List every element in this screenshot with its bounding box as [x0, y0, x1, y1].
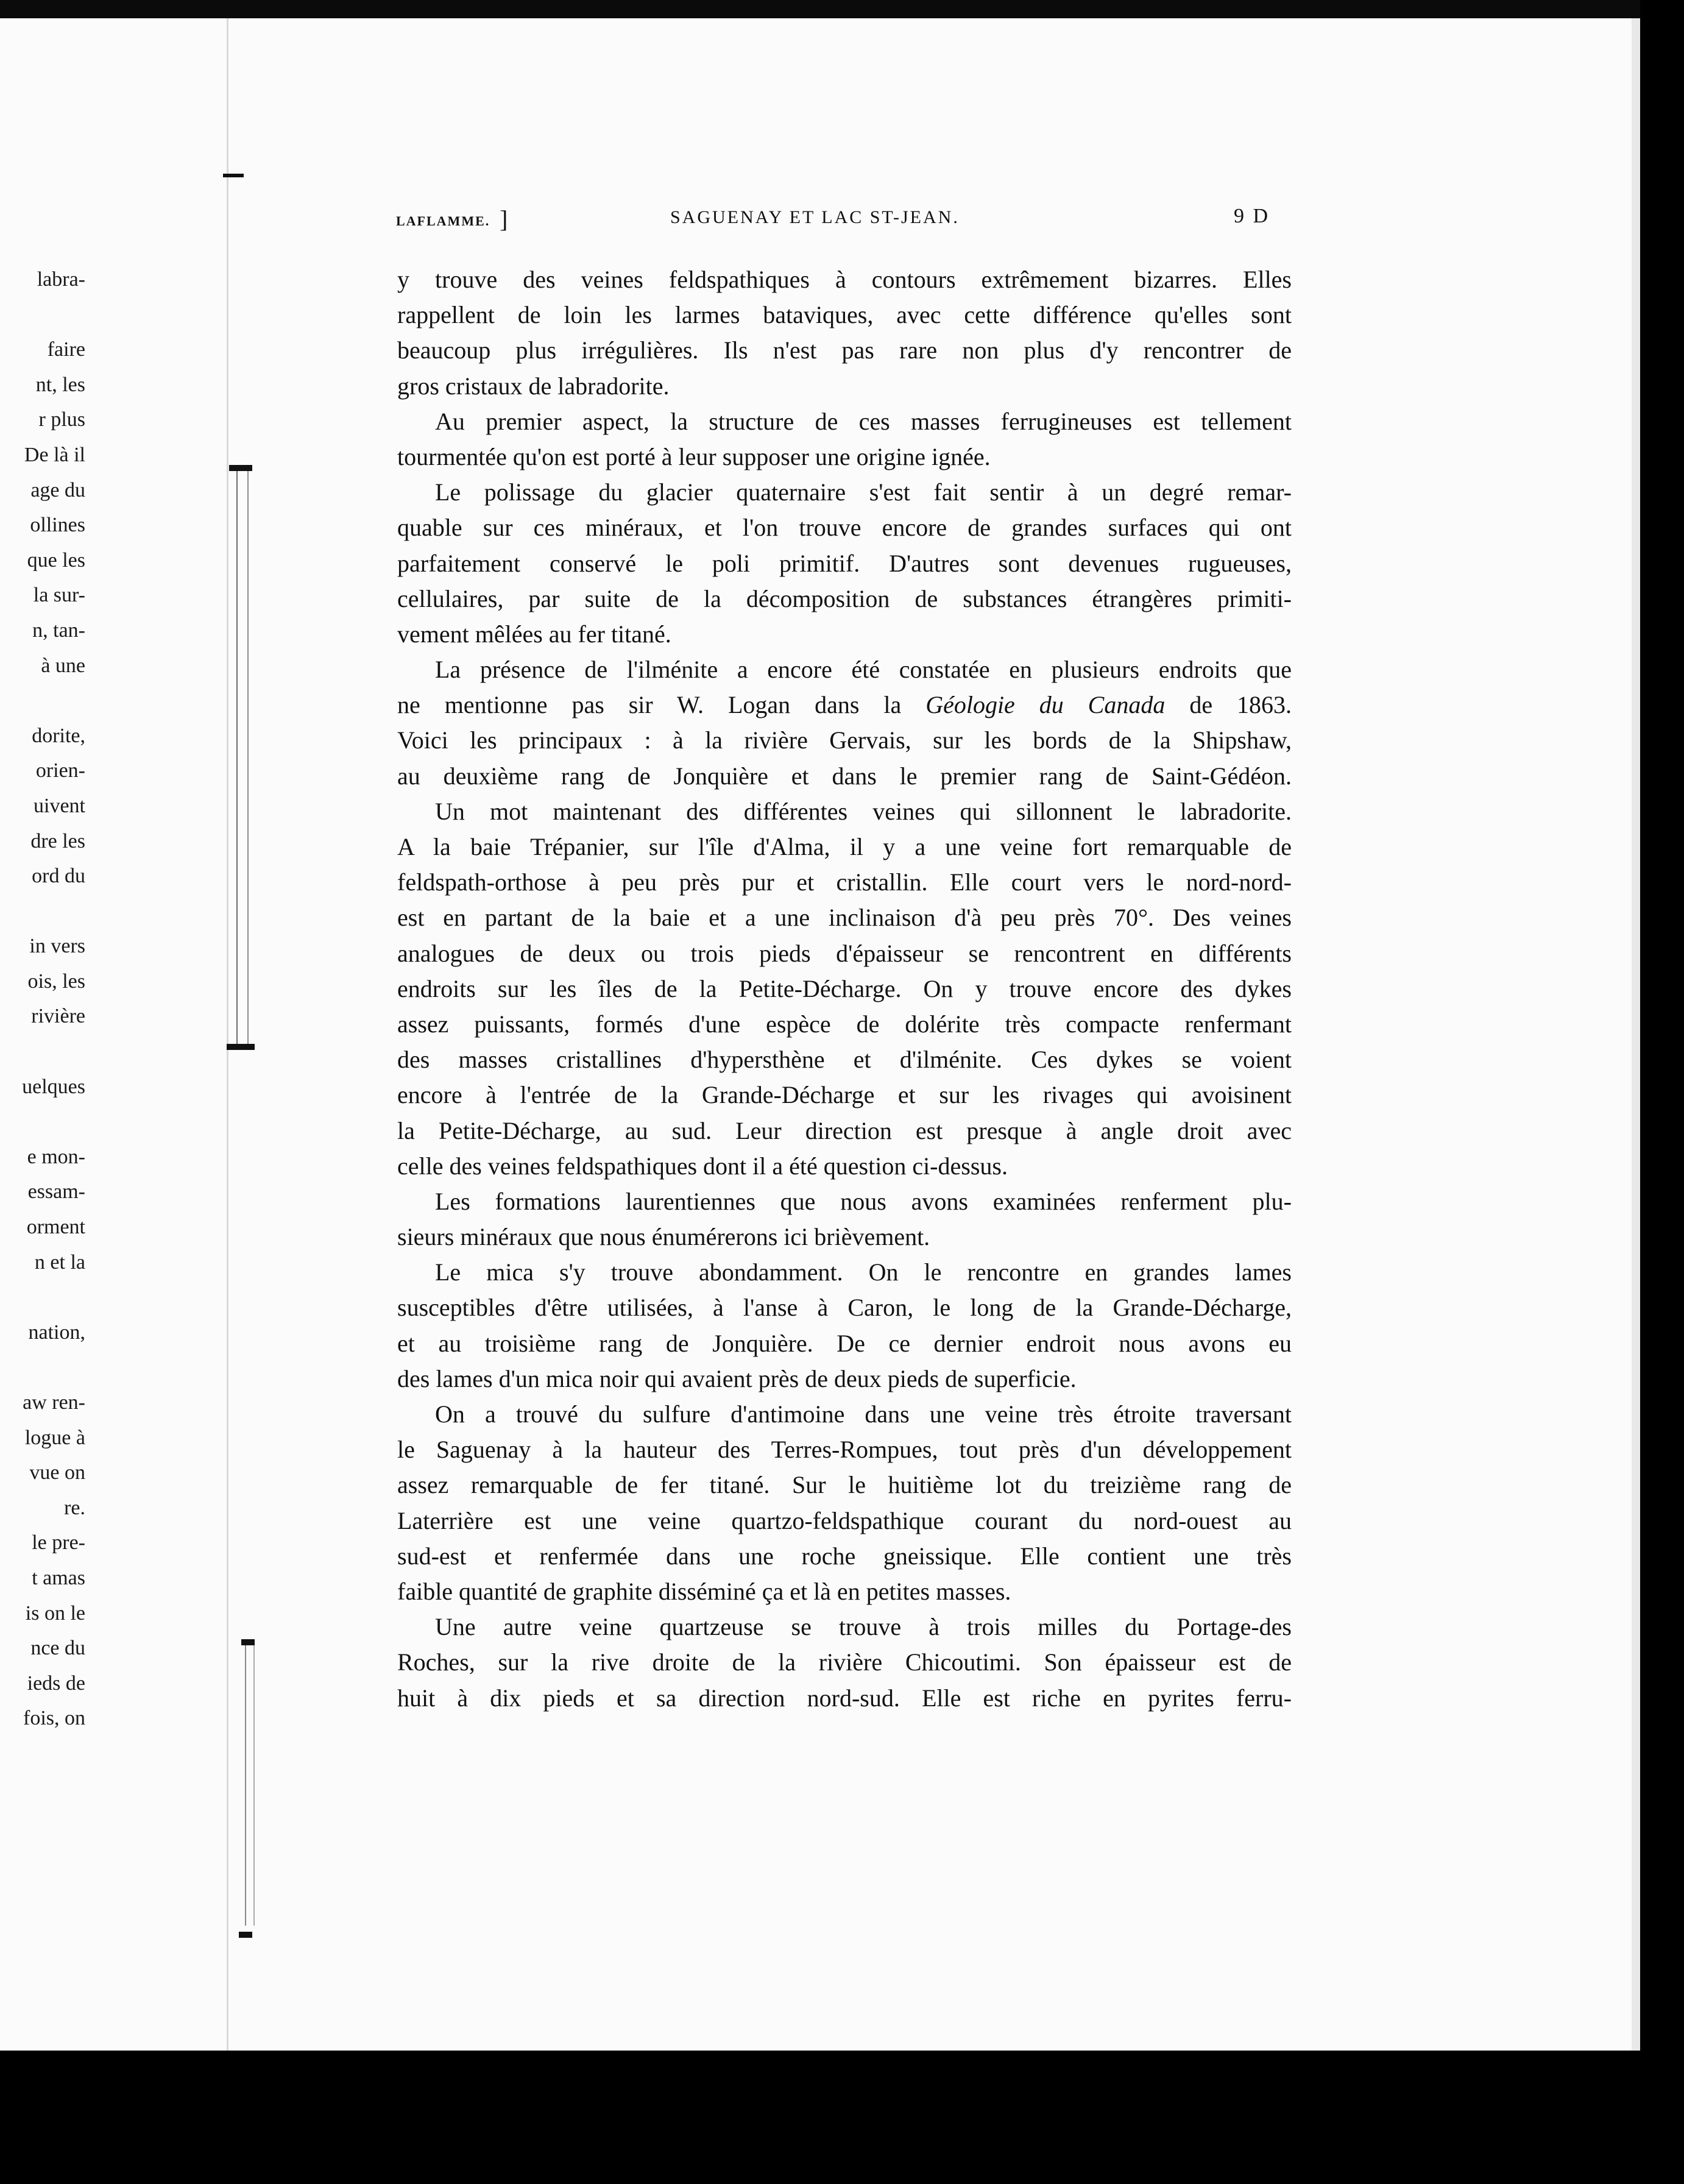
text-line [397, 1432, 1292, 1467]
text-line-content: rappellent de loin les larmes bataviques, avec cette différence qu'elles sont [397, 301, 1292, 329]
left-page-fragment: re. [64, 1496, 85, 1519]
left-page-fragment: n et la [34, 1250, 85, 1274]
left-page-fragment [0, 894, 85, 929]
text-line [397, 1574, 1292, 1609]
text-line-content: gros cristaux de labradorite. [397, 372, 670, 400]
text-line-content: susceptibles d'être utilisées, à l'anse à Caron, le long de la Grande-Décharge, [397, 1294, 1292, 1322]
left-page-fragment: faire [47, 338, 85, 361]
left-page-fragment: r plus [38, 408, 85, 431]
left-page-fragment: dorite, [32, 724, 85, 747]
scan-border-right [1640, 0, 1684, 2184]
binding-mark [241, 1639, 255, 1645]
text-line [397, 900, 1292, 935]
text-line [397, 829, 1292, 865]
binding-mark [227, 1044, 255, 1050]
page-fold-line [227, 18, 228, 2051]
left-page-fragment: aw ren- [23, 1391, 85, 1414]
left-page-fragment: e mon- [27, 1145, 85, 1168]
text-line-content: et au troisième rang de Jonquière. De ce dernier endroit nous avons eu [397, 1329, 1292, 1357]
left-page-fragments [0, 262, 85, 1736]
text-line [397, 1113, 1292, 1149]
text-line [397, 475, 1292, 510]
header-title: SAGUENAY ET LAC ST-JEAN. [670, 207, 960, 227]
text-line-content: vement mêlées au fer titané. [397, 620, 671, 648]
text-line-content: ne mentionne pas sir W. Logan dans la [397, 691, 902, 719]
text-line [397, 759, 1292, 794]
text-line-content: Le polissage du glacier quaternaire s'est fait sentir à un degré remar- [435, 478, 1292, 506]
page-number: 9 D [1234, 205, 1270, 227]
text-line-content: y trouve des veines feldspathiques à contours extrêmement bizarres. Elles [397, 266, 1292, 293]
left-page-fragment: nt, les [35, 373, 85, 396]
text-line [397, 1645, 1292, 1680]
text-line [397, 581, 1292, 617]
left-page-fragment: nce du [30, 1637, 85, 1660]
text-line-content: parfaitement conservé le poli primitif. D'autres sont devenues rugueuses, [397, 549, 1292, 577]
left-page-fragment: is on le [25, 1601, 85, 1625]
left-page-fragment: orment [26, 1216, 85, 1239]
left-page-fragment: logue à [24, 1426, 85, 1449]
text-line-content: encore à l'entrée de la Grande-Décharge et sur les rivages qui avoisinent [397, 1081, 1292, 1109]
left-page-fragment: in vers [29, 935, 85, 958]
text-line-content: On a trouvé du sulfure d'antimoine dans une veine très étroite traversant [435, 1400, 1292, 1428]
binding-mark [229, 465, 252, 471]
text-line-content: au deuxième rang de Jonquière et dans le premier rang de Saint-Gédéon. [397, 762, 1292, 790]
text-line-content: cellulaires, par suite de la décomposition de substances étrangères primiti- [397, 584, 1292, 612]
left-page-fragment [0, 1034, 85, 1069]
left-page-fragment: vue on [29, 1461, 85, 1484]
binding-mark [239, 1932, 252, 1938]
text-line-content: huit à dix pieds et sa direction nord-sud. Elle est riche en pyrites ferru- [397, 1684, 1292, 1712]
text-line-content: sud-est et renfermée dans une roche gneissique. Elle contient une très [397, 1542, 1292, 1570]
left-page-fragment: fois, on [23, 1707, 85, 1730]
text-line-content: tourmentée qu'on est porté à leur supposer une origine ignée. [397, 442, 991, 470]
left-page-fragment: labra- [37, 268, 85, 291]
text-line [397, 1609, 1292, 1645]
text-line [397, 546, 1292, 581]
left-page-fragment: n, tan- [32, 619, 85, 642]
text-line [397, 262, 1292, 297]
text-line-content: Une autre veine quartzeuse se trouve à trois milles du Portage-des [435, 1613, 1292, 1641]
text-line-content: La présence de l'ilménite a encore été constatée en plusieurs endroits que [435, 656, 1292, 684]
text-line [397, 1467, 1292, 1503]
left-page-fragment: essam- [27, 1180, 85, 1204]
text-line [397, 404, 1292, 439]
left-page-fragment: ord du [32, 865, 85, 888]
left-page-fragment: rivière [31, 1005, 85, 1028]
text-line-content: assez remarquable de fer titané. Sur le huitième lot du treizième rang de [397, 1471, 1292, 1499]
left-page-fragment [0, 1104, 85, 1140]
text-line-content: assez puissants, formés d'une espèce de dolérite très compacte renfermant [397, 1010, 1292, 1038]
text-line-content: analogues de deux ou trois pieds d'épaisseur se rencontrent en différents [397, 939, 1292, 967]
binding-thread [236, 469, 249, 1048]
text-line [397, 1077, 1292, 1113]
text-line-content: faible quantité de graphite disséminé ça et là en petites masses. [397, 1577, 1011, 1605]
text-line-content: celle des veines feldspathiques dont il a été question ci-dessus. [397, 1152, 1008, 1180]
left-page-fragment: ollines [30, 514, 85, 537]
text-line [397, 1503, 1292, 1539]
header-author: LAFLAMME. [396, 213, 490, 229]
left-page-fragment: uelques [22, 1075, 85, 1098]
text-line-content: Au premier aspect, la structure de ces masses ferrugineuses est tellement [435, 407, 1292, 435]
text-line [397, 1149, 1292, 1184]
left-page-fragment: ieds de [27, 1672, 85, 1695]
scan-border-top [0, 0, 1684, 18]
text-line [397, 369, 1292, 404]
left-page-fragment: le pre- [32, 1531, 85, 1555]
text-line [397, 1007, 1292, 1042]
text-line-content: Un mot maintenant des différentes veines qui sillonnent le labradorite. [435, 797, 1292, 825]
text-line [397, 1184, 1292, 1219]
text-line-content: le Saguenay à la hauteur des Terres-Rompues, tout près d'un développement [397, 1436, 1292, 1464]
text-line-content: des lames d'un mica noir qui avaient près de deux pieds de superficie. [397, 1364, 1077, 1392]
text-line [397, 1255, 1292, 1290]
text-line [397, 1361, 1292, 1397]
left-page-fragment: à une [41, 654, 85, 677]
text-line [397, 865, 1292, 900]
left-page-fragment: t amas [32, 1566, 85, 1589]
text-line-content: des masses cristallines d'hypersthène et d'ilménite. Ces dykes se voient [397, 1046, 1292, 1074]
scan-border-bottom [0, 2051, 1684, 2184]
binding-mark [223, 174, 244, 177]
text-line-content: Les formations laurentiennes que nous avons examinées renferment plu- [435, 1187, 1292, 1215]
text-line [397, 439, 1292, 475]
binding-thread [245, 1645, 255, 1926]
left-page-fragment: la sur- [33, 584, 85, 607]
text-line-content: de 1863. [1165, 691, 1292, 719]
text-line-content: la Petite-Décharge, au sud. Leur direction est presque à angle droit avec [397, 1116, 1292, 1144]
text-line-content: quable sur ces minéraux, et l'on trouve encore de grandes surfaces qui ont [397, 514, 1292, 542]
text-line [397, 1219, 1292, 1255]
text-line [397, 971, 1292, 1007]
text-line [397, 333, 1292, 368]
text-line [397, 1681, 1292, 1716]
text-line [397, 510, 1292, 545]
text-line [397, 652, 1292, 687]
italic-title: Géologie du Canada [925, 691, 1166, 719]
text-line-content: Roches, sur la rive droite de la rivière Chicoutimi. Son épaisseur est de [397, 1648, 1292, 1676]
left-page-fragment [0, 683, 85, 718]
text-line [397, 1397, 1292, 1432]
left-page-fragment: dre les [30, 829, 85, 853]
left-page-fragment: uivent [34, 794, 85, 817]
text-line [397, 936, 1292, 971]
text-line-content: est en partant de la baie et a une inclinaison d'à peu près 70°. Des veines [397, 904, 1292, 932]
text-line [397, 723, 1292, 758]
text-line [397, 1539, 1292, 1574]
text-line [397, 617, 1292, 652]
header-bracket: ] [500, 205, 510, 233]
left-page-fragment: nation, [28, 1321, 85, 1344]
text-line-content: endroits sur les îles de la Petite-Décharge. On y trouve encore des dykes [397, 974, 1292, 1002]
left-page-fragment [0, 297, 85, 333]
left-page-fragment [0, 1280, 85, 1315]
left-page-fragment: age du [30, 478, 85, 502]
text-line [397, 1042, 1292, 1077]
text-line-content: feldspath-orthose à peu près pur et cristallin. Elle court vers le nord-nord- [397, 868, 1292, 896]
text-line-content: Le mica s'y trouve abondamment. On le rencontre en grandes lames [435, 1258, 1292, 1286]
left-page-fragment [0, 1350, 85, 1385]
text-line [397, 1326, 1292, 1361]
text-line [397, 1290, 1292, 1325]
text-line-content: Voici les principaux : à la rivière Gervais, sur les bords de la Shipshaw, [397, 726, 1292, 754]
left-page-fragment: que les [27, 548, 85, 572]
text-line [397, 794, 1292, 829]
left-page-fragment: ois, les [27, 970, 85, 993]
text-line-content: Laterrière est une veine quartzo-feldspathique courant du nord-ouest au [397, 1506, 1292, 1534]
text-line-content: sieurs minéraux que nous énumérerons ici brièvement. [397, 1223, 930, 1251]
text-line [397, 687, 1292, 723]
text-line-content: A la baie Trépanier, sur l'île d'Alma, il y a une veine fort remarquable de [397, 833, 1292, 860]
text-line-content: beaucoup plus irrégulières. Ils n'est pas rare non plus d'y rencontrer de [397, 336, 1292, 364]
left-page-fragment: De là il [24, 443, 85, 466]
text-line [397, 297, 1292, 333]
body-text [397, 262, 1292, 1716]
left-page-fragment: orien- [35, 759, 85, 782]
